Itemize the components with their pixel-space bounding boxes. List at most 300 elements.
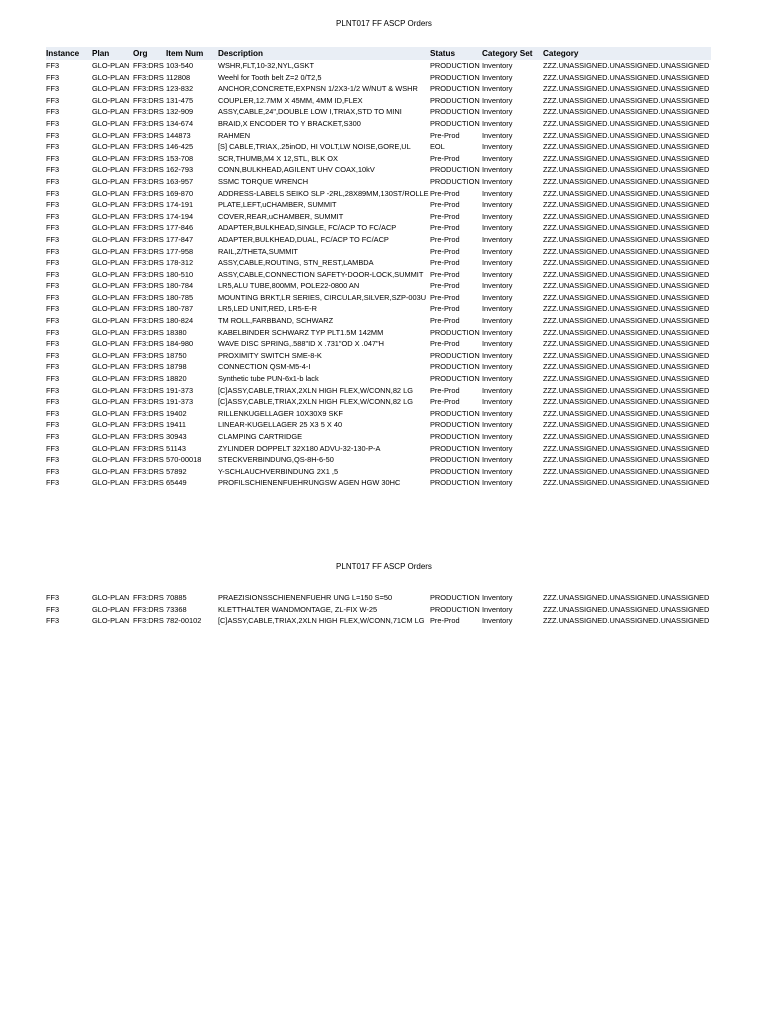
category-cell: ZZZ.UNASSIGNED.UNASSIGNED.UNASSIGNED: [543, 95, 710, 105]
org-cell: FF3:DRS: [133, 397, 164, 407]
category-set-cell: Inventory: [482, 118, 513, 128]
table-row: [46, 466, 711, 478]
table-row: [46, 199, 711, 211]
plan-cell: GLO-PLAN: [92, 432, 130, 441]
status-cell: Pre-Prod: [430, 316, 460, 326]
org-cell: FF3:DRS: [133, 385, 164, 395]
instance-cell: FF3: [46, 327, 60, 337]
org-cell: FF3:DRS: [133, 292, 164, 302]
report-title: PLNT017 FF ASCP Orders: [336, 19, 432, 28]
category-cell: ZZZ.UNASSIGNED.UNASSIGNED.UNASSIGNED: [543, 84, 710, 94]
plan-cell: GLO-PLAN: [92, 604, 130, 614]
category-set-cell: Inventory: [482, 246, 513, 256]
column-header-instance: Instance: [46, 49, 80, 58]
item-num-cell: 144873: [166, 130, 191, 140]
table-header-row: [46, 47, 711, 60]
instance-cell: FF3: [46, 443, 60, 453]
column-header-description: Description: [218, 49, 264, 58]
status-cell: Pre-Prod: [430, 246, 460, 256]
category-cell: ZZZ.UNASSIGNED.UNASSIGNED.UNASSIGNED: [543, 188, 710, 198]
table-row: [46, 431, 711, 443]
category-set-cell: Inventory: [482, 316, 513, 326]
table-row: [46, 118, 711, 130]
item-num-cell: 18820: [166, 374, 187, 384]
status-cell: Pre-Prod: [430, 200, 460, 210]
instance-cell: FF3: [46, 374, 60, 384]
table-row: [46, 222, 711, 234]
instance-cell: FF3: [46, 304, 60, 314]
org-cell: FF3:DRS: [133, 281, 164, 291]
description-cell: [S] CABLE,TRIAX,.25inOD, HI VOLT,LW NOISE,GORE,UL: [218, 142, 411, 152]
status-cell: Pre-Prod: [430, 153, 460, 163]
plan-cell: GLO-PLAN: [92, 61, 130, 70]
category-cell: ZZZ.UNASSIGNED.UNASSIGNED.UNASSIGNED: [543, 350, 710, 360]
category-set-cell: Inventory: [482, 350, 513, 360]
category-set-cell: Inventory: [482, 408, 513, 418]
plan-cell: GLO-PLAN: [92, 153, 130, 163]
item-num-cell: 178-312: [166, 258, 194, 268]
plan-cell: GLO-PLAN: [92, 339, 130, 349]
instance-cell: FF3: [46, 95, 60, 105]
item-num-cell: 123-832: [166, 84, 194, 94]
instance-cell: FF3: [46, 269, 60, 279]
status-cell: PRODUCTION: [430, 350, 480, 360]
category-cell: ZZZ.UNASSIGNED.UNASSIGNED.UNASSIGNED: [543, 165, 710, 175]
plan-cell: GLO-PLAN: [92, 466, 130, 476]
plan-cell: GLO-PLAN: [92, 72, 130, 82]
category-set-cell: Inventory: [482, 397, 513, 407]
instance-cell: FF3: [46, 188, 60, 198]
category-cell: ZZZ.UNASSIGNED.UNASSIGNED.UNASSIGNED: [543, 604, 710, 614]
table-row: [46, 373, 711, 385]
plan-cell: GLO-PLAN: [92, 316, 130, 326]
plan-cell: GLO-PLAN: [92, 269, 130, 279]
plan-cell: GLO-PLAN: [92, 443, 130, 453]
instance-cell: FF3: [46, 211, 60, 221]
status-cell: Pre-Prod: [430, 130, 460, 140]
status-cell: PRODUCTION: [430, 420, 480, 430]
table-row: [46, 361, 711, 373]
category-set-cell: Inventory: [482, 142, 513, 152]
item-num-cell: 18750: [166, 350, 187, 360]
org-cell: FF3:DRS: [133, 408, 164, 418]
table-row: [46, 396, 711, 408]
column-header-org: Org: [133, 49, 148, 58]
plan-cell: GLO-PLAN: [92, 397, 130, 407]
org-cell: FF3:DRS: [133, 188, 164, 198]
status-cell: Pre-Prod: [430, 281, 460, 291]
description-cell: LINEAR-KUGELLAGER 25 X3 5 X 40: [218, 420, 343, 430]
status-cell: PRODUCTION: [430, 72, 480, 82]
description-cell: COVER,REAR,uCHAMBER, SUMMIT: [218, 211, 344, 221]
category-cell: ZZZ.UNASSIGNED.UNASSIGNED.UNASSIGNED: [543, 385, 710, 395]
description-cell: RILLENKUGELLAGER 10X30X9 SKF: [218, 408, 343, 418]
table-row: [46, 443, 711, 455]
category-set-cell: Inventory: [482, 234, 513, 244]
category-cell: ZZZ.UNASSIGNED.UNASSIGNED.UNASSIGNED: [543, 616, 710, 626]
category-set-cell: Inventory: [482, 420, 513, 430]
item-num-cell: 180-824: [166, 316, 194, 326]
category-cell: ZZZ.UNASSIGNED.UNASSIGNED.UNASSIGNED: [543, 316, 710, 326]
plan-cell: GLO-PLAN: [92, 211, 130, 221]
status-cell: EOL: [430, 142, 445, 152]
plan-cell: GLO-PLAN: [92, 246, 130, 256]
instance-cell: FF3: [46, 107, 60, 117]
category-cell: ZZZ.UNASSIGNED.UNASSIGNED.UNASSIGNED: [543, 593, 710, 602]
column-header-category-set: Category Set: [482, 49, 533, 58]
item-num-cell: 134-674: [166, 118, 194, 128]
status-cell: Pre-Prod: [430, 258, 460, 268]
item-num-cell: 177-958: [166, 246, 194, 256]
plan-cell: GLO-PLAN: [92, 350, 130, 360]
category-set-cell: Inventory: [482, 304, 513, 314]
category-cell: ZZZ.UNASSIGNED.UNASSIGNED.UNASSIGNED: [543, 443, 710, 453]
description-cell: BRAID,X ENCODER TO Y BRACKET,S300: [218, 118, 361, 128]
category-set-cell: Inventory: [482, 604, 513, 614]
plan-cell: GLO-PLAN: [92, 188, 130, 198]
category-cell: ZZZ.UNASSIGNED.UNASSIGNED.UNASSIGNED: [543, 72, 710, 82]
category-cell: ZZZ.UNASSIGNED.UNASSIGNED.UNASSIGNED: [543, 362, 710, 372]
category-cell: ZZZ.UNASSIGNED.UNASSIGNED.UNASSIGNED: [543, 234, 710, 244]
plan-cell: GLO-PLAN: [92, 408, 130, 418]
table-row: [46, 303, 711, 315]
table-body: [46, 592, 711, 627]
item-num-cell: 57892: [166, 466, 187, 476]
org-cell: FF3:DRS: [133, 327, 164, 337]
table-row: [46, 615, 711, 627]
column-header-item-num: Item Num: [166, 49, 204, 58]
category-cell: ZZZ.UNASSIGNED.UNASSIGNED.UNASSIGNED: [543, 478, 710, 488]
description-cell: WAVE DISC SPRING,.588"ID X .731"OD X .047"H: [218, 339, 385, 349]
status-cell: PRODUCTION: [430, 374, 480, 384]
item-num-cell: 174-191: [166, 200, 194, 210]
category-cell: ZZZ.UNASSIGNED.UNASSIGNED.UNASSIGNED: [543, 420, 710, 430]
instance-cell: FF3: [46, 604, 60, 614]
org-cell: FF3:DRS: [133, 176, 164, 186]
table-row: [46, 211, 711, 223]
plan-cell: GLO-PLAN: [92, 118, 130, 128]
category-cell: ZZZ.UNASSIGNED.UNASSIGNED.UNASSIGNED: [543, 223, 710, 233]
item-num-cell: 191-373: [166, 385, 194, 395]
table-row: [46, 604, 711, 616]
table-row: [46, 408, 711, 420]
item-num-cell: 18798: [166, 362, 187, 372]
status-cell: Pre-Prod: [430, 234, 460, 244]
description-cell: ADAPTER,BULKHEAD,DUAL, FC/ACP TO FC/ACP: [218, 234, 389, 244]
category-set-cell: Inventory: [482, 362, 513, 372]
org-cell: FF3:DRS: [133, 118, 164, 128]
item-num-cell: 131-475: [166, 95, 194, 105]
org-cell: FF3:DRS: [133, 350, 164, 360]
description-cell: COUPLER,12.7MM X 45MM, 4MM ID,FLEX: [218, 95, 363, 105]
table-row: [46, 234, 711, 246]
instance-cell: FF3: [46, 118, 60, 128]
org-cell: FF3:DRS: [133, 362, 164, 372]
table-row: [46, 269, 711, 281]
table-row: [46, 327, 711, 339]
description-cell: ADDRESS-LABELS SEIKO SLP -2RL,28X89MM,130ST/ROLLE: [218, 188, 429, 198]
status-cell: PRODUCTION: [430, 165, 480, 175]
instance-cell: FF3: [46, 246, 60, 256]
category-set-cell: Inventory: [482, 443, 513, 453]
instance-cell: FF3: [46, 478, 60, 488]
table-row: [46, 477, 711, 489]
org-cell: FF3:DRS: [133, 234, 164, 244]
org-cell: FF3:DRS: [133, 258, 164, 268]
category-cell: ZZZ.UNASSIGNED.UNASSIGNED.UNASSIGNED: [543, 258, 710, 268]
category-cell: ZZZ.UNASSIGNED.UNASSIGNED.UNASSIGNED: [543, 327, 710, 337]
org-cell: FF3:DRS: [133, 420, 164, 430]
status-cell: PRODUCTION: [430, 118, 480, 128]
table-row: [46, 280, 711, 292]
table-row: [46, 292, 711, 304]
category-cell: ZZZ.UNASSIGNED.UNASSIGNED.UNASSIGNED: [543, 374, 710, 384]
instance-cell: FF3: [46, 397, 60, 407]
description-cell: ASSY,CABLE,ROUTING, STN_REST,LAMBDA: [218, 258, 374, 268]
instance-cell: FF3: [46, 408, 60, 418]
plan-cell: GLO-PLAN: [92, 478, 130, 488]
org-cell: FF3:DRS: [133, 316, 164, 326]
category-cell: ZZZ.UNASSIGNED.UNASSIGNED.UNASSIGNED: [543, 292, 710, 302]
item-num-cell: 180-787: [166, 304, 194, 314]
plan-cell: GLO-PLAN: [92, 593, 130, 602]
org-cell: FF3:DRS: [133, 593, 164, 602]
item-num-cell: 174-194: [166, 211, 194, 221]
description-cell: [C]ASSY,CABLE,TRIAX,2XLN HIGH FLEX,W/CONN,82 LG: [218, 385, 413, 395]
item-num-cell: 191-373: [166, 397, 194, 407]
plan-cell: GLO-PLAN: [92, 327, 130, 337]
status-cell: PRODUCTION: [430, 176, 480, 186]
category-set-cell: Inventory: [482, 153, 513, 163]
plan-cell: GLO-PLAN: [92, 130, 130, 140]
status-cell: PRODUCTION: [430, 478, 480, 488]
plan-cell: GLO-PLAN: [92, 95, 130, 105]
org-cell: FF3:DRS: [133, 107, 164, 117]
status-cell: Pre-Prod: [430, 339, 460, 349]
category-cell: ZZZ.UNASSIGNED.UNASSIGNED.UNASSIGNED: [543, 455, 710, 465]
status-cell: PRODUCTION: [430, 95, 480, 105]
instance-cell: FF3: [46, 385, 60, 395]
item-num-cell: 112808: [166, 72, 191, 82]
description-cell: [C]ASSY,CABLE,TRIAX,2XLN HIGH FLEX,W/CONN,71CM LG: [218, 616, 425, 626]
status-cell: PRODUCTION: [430, 408, 480, 418]
category-cell: ZZZ.UNASSIGNED.UNASSIGNED.UNASSIGNED: [543, 211, 710, 221]
category-cell: ZZZ.UNASSIGNED.UNASSIGNED.UNASSIGNED: [543, 432, 710, 441]
category-cell: ZZZ.UNASSIGNED.UNASSIGNED.UNASSIGNED: [543, 269, 710, 279]
category-cell: ZZZ.UNASSIGNED.UNASSIGNED.UNASSIGNED: [543, 466, 710, 476]
item-num-cell: 169-870: [166, 188, 194, 198]
plan-cell: GLO-PLAN: [92, 142, 130, 152]
table-row: [46, 164, 711, 176]
item-num-cell: 18380: [166, 327, 187, 337]
instance-cell: FF3: [46, 153, 60, 163]
status-cell: PRODUCTION: [430, 466, 480, 476]
category-cell: ZZZ.UNASSIGNED.UNASSIGNED.UNASSIGNED: [543, 153, 710, 163]
category-set-cell: Inventory: [482, 478, 513, 488]
description-cell: WSHR,FLT,10-32,NYL,GSKT: [218, 61, 314, 70]
instance-cell: FF3: [46, 362, 60, 372]
instance-cell: FF3: [46, 223, 60, 233]
org-cell: FF3:DRS: [133, 374, 164, 384]
plan-cell: GLO-PLAN: [92, 362, 130, 372]
org-cell: FF3:DRS: [133, 61, 164, 70]
description-cell: PROXIMITY SWITCH SME-8-K: [218, 350, 322, 360]
category-set-cell: Inventory: [482, 269, 513, 279]
description-cell: Y-SCHLAUCHVERBINDUNG 2X1 ,5: [218, 466, 339, 476]
org-cell: FF3:DRS: [133, 246, 164, 256]
status-cell: Pre-Prod: [430, 397, 460, 407]
instance-cell: FF3: [46, 593, 60, 602]
item-num-cell: 163-957: [166, 176, 194, 186]
description-cell: STECKVERBINDUNG,QS-8H-6-50: [218, 455, 334, 465]
table-row: [46, 419, 711, 431]
category-cell: ZZZ.UNASSIGNED.UNASSIGNED.UNASSIGNED: [543, 142, 710, 152]
category-cell: ZZZ.UNASSIGNED.UNASSIGNED.UNASSIGNED: [543, 176, 710, 186]
org-cell: FF3:DRS: [133, 165, 164, 175]
instance-cell: FF3: [46, 432, 60, 441]
column-header-status: Status: [430, 49, 456, 58]
item-num-cell: 153-708: [166, 153, 194, 163]
description-cell: [C]ASSY,CABLE,TRIAX,2XLN HIGH FLEX,W/CONN,82 LG: [218, 397, 413, 407]
instance-cell: FF3: [46, 616, 60, 626]
item-num-cell: 570-00018: [166, 455, 202, 465]
plan-cell: GLO-PLAN: [92, 176, 130, 186]
table-row: [46, 141, 711, 153]
plan-cell: GLO-PLAN: [92, 200, 130, 210]
status-cell: Pre-Prod: [430, 211, 460, 221]
description-cell: KLETTHALTER WANDMONTAGE, ZL-FIX W-25: [218, 604, 378, 614]
item-num-cell: 177-847: [166, 234, 194, 244]
org-cell: FF3:DRS: [133, 616, 164, 626]
category-set-cell: Inventory: [482, 84, 513, 94]
org-cell: FF3:DRS: [133, 269, 164, 279]
category-set-cell: Inventory: [482, 616, 513, 626]
plan-cell: GLO-PLAN: [92, 304, 130, 314]
table-row: [46, 315, 711, 327]
status-cell: Pre-Prod: [430, 223, 460, 233]
table-row: [46, 454, 711, 466]
category-cell: ZZZ.UNASSIGNED.UNASSIGNED.UNASSIGNED: [543, 118, 710, 128]
description-cell: CONNECTION QSM-M5-4-I: [218, 362, 311, 372]
org-cell: FF3:DRS: [133, 604, 164, 614]
instance-cell: FF3: [46, 350, 60, 360]
category-set-cell: Inventory: [482, 593, 513, 602]
status-cell: PRODUCTION: [430, 604, 480, 614]
category-cell: ZZZ.UNASSIGNED.UNASSIGNED.UNASSIGNED: [543, 339, 710, 349]
description-cell: ZYLINDER DOPPELT 32X180 ADVU-32-130-P-A: [218, 443, 381, 453]
description-cell: PRAEZISIONSSCHIENENFUEHR UNG L=150 S=50: [218, 593, 393, 602]
plan-cell: GLO-PLAN: [92, 258, 130, 268]
table-row: [46, 338, 711, 350]
org-cell: FF3:DRS: [133, 95, 164, 105]
description-cell: PLATE,LEFT,uCHAMBER, SUMMIT: [218, 200, 337, 210]
instance-cell: FF3: [46, 420, 60, 430]
org-cell: FF3:DRS: [133, 432, 164, 441]
item-num-cell: 103-540: [166, 61, 194, 70]
table-row: [46, 385, 711, 397]
category-set-cell: Inventory: [482, 432, 513, 441]
instance-cell: FF3: [46, 200, 60, 210]
plan-cell: GLO-PLAN: [92, 223, 130, 233]
plan-cell: GLO-PLAN: [92, 455, 130, 465]
category-set-cell: Inventory: [482, 466, 513, 476]
table-row: [46, 188, 711, 200]
item-num-cell: 19411: [166, 420, 187, 430]
instance-cell: FF3: [46, 466, 60, 476]
category-set-cell: Inventory: [482, 258, 513, 268]
org-cell: FF3:DRS: [133, 84, 164, 94]
org-cell: FF3:DRS: [133, 304, 164, 314]
instance-cell: FF3: [46, 234, 60, 244]
category-cell: ZZZ.UNASSIGNED.UNASSIGNED.UNASSIGNED: [543, 200, 710, 210]
table-row: [46, 246, 711, 258]
category-set-cell: Inventory: [482, 374, 513, 384]
plan-cell: GLO-PLAN: [92, 165, 130, 175]
status-cell: Pre-Prod: [430, 188, 460, 198]
category-set-cell: Inventory: [482, 200, 513, 210]
category-set-cell: Inventory: [482, 188, 513, 198]
plan-cell: GLO-PLAN: [92, 374, 130, 384]
description-cell: RAHMEN: [218, 130, 251, 140]
instance-cell: FF3: [46, 84, 60, 94]
plan-cell: GLO-PLAN: [92, 84, 130, 94]
status-cell: PRODUCTION: [430, 593, 480, 602]
plan-cell: GLO-PLAN: [92, 107, 130, 117]
instance-cell: FF3: [46, 61, 60, 70]
org-cell: FF3:DRS: [133, 153, 164, 163]
category-cell: ZZZ.UNASSIGNED.UNASSIGNED.UNASSIGNED: [543, 107, 710, 117]
table-body: [46, 60, 711, 489]
category-set-cell: Inventory: [482, 95, 513, 105]
status-cell: Pre-Prod: [430, 304, 460, 314]
table-row: [46, 350, 711, 362]
category-cell: ZZZ.UNASSIGNED.UNASSIGNED.UNASSIGNED: [543, 130, 710, 140]
status-cell: PRODUCTION: [430, 455, 480, 465]
status-cell: PRODUCTION: [430, 432, 480, 441]
org-cell: FF3:DRS: [133, 466, 164, 476]
item-num-cell: 70885: [166, 593, 187, 602]
plan-cell: GLO-PLAN: [92, 292, 130, 302]
orders-table: [46, 47, 711, 489]
category-set-cell: Inventory: [482, 385, 513, 395]
instance-cell: FF3: [46, 165, 60, 175]
status-cell: Pre-Prod: [430, 292, 460, 302]
report-title-page-2: PLNT017 FF ASCP Orders: [336, 562, 432, 571]
plan-cell: GLO-PLAN: [92, 616, 130, 626]
status-cell: Pre-Prod: [430, 616, 460, 626]
instance-cell: FF3: [46, 176, 60, 186]
instance-cell: FF3: [46, 72, 60, 82]
item-num-cell: 177-846: [166, 223, 194, 233]
description-cell: CLAMPING CARTRIDGE: [218, 432, 303, 441]
status-cell: Pre-Prod: [430, 385, 460, 395]
category-set-cell: Inventory: [482, 176, 513, 186]
description-cell: LR5,ALU TUBE,800MM, POLE22-0800 AN: [218, 281, 360, 291]
instance-cell: FF3: [46, 130, 60, 140]
category-cell: ZZZ.UNASSIGNED.UNASSIGNED.UNASSIGNED: [543, 408, 710, 418]
org-cell: FF3:DRS: [133, 223, 164, 233]
status-cell: PRODUCTION: [430, 443, 480, 453]
status-cell: PRODUCTION: [430, 107, 480, 117]
item-num-cell: 184-980: [166, 339, 194, 349]
category-set-cell: Inventory: [482, 211, 513, 221]
status-cell: PRODUCTION: [430, 362, 480, 372]
column-header-category: Category: [543, 49, 579, 58]
description-cell: MOUNTING BRKT,LR SERIES, CIRCULAR,SILVER,SZP-003U: [218, 292, 427, 302]
table-row: [46, 106, 711, 118]
org-cell: FF3:DRS: [133, 339, 164, 349]
plan-cell: GLO-PLAN: [92, 234, 130, 244]
